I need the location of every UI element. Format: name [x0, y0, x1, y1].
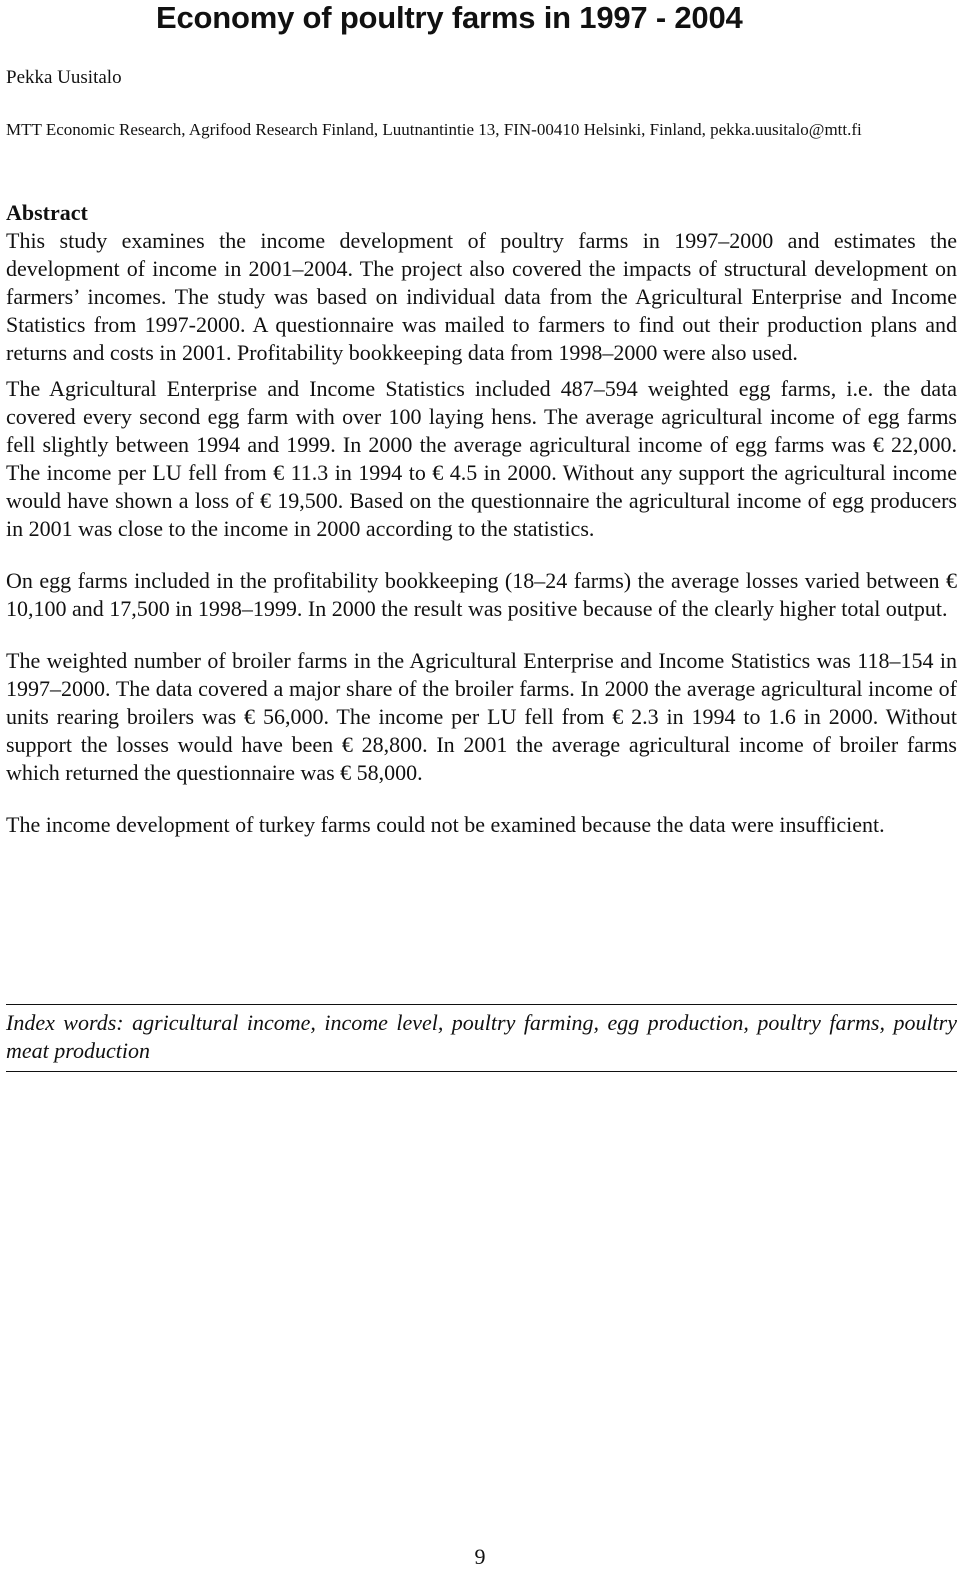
- paper-title: Economy of poultry farms in 1997 - 2004: [156, 0, 743, 35]
- author-name: Pekka Uusitalo: [6, 67, 122, 88]
- abstract-paragraph-5: The income development of turkey farms could not be examined because the data were insufficient.: [6, 812, 885, 837]
- abstract-heading: Abstract: [6, 200, 88, 225]
- abstract-section: [6, 199, 957, 839]
- abstract-paragraph-1: This study examines the income development of poultry farms in 1997–2000 and estimates the development of income in 2001–2004. The project also covered the impacts of structural development on farmers’ incomes. The study was based on individual data from the Agricultural Enterprise and Income Statistics from 1997-2000. A questionnaire was mailed to farmers to find out their production plans and returns and costs in 2001. Profitability bookkeeping data from 1998–2000 were also used.: [6, 228, 957, 365]
- index-words: Index words: agricultural income, income level, poultry farming, egg production, poultry farms, poultry meat production: [6, 1010, 957, 1063]
- abstract-paragraph-2: The Agricultural Enterprise and Income Statistics included 487–594 weighted egg farms, i.e. the data covered every second egg farm with over 100 laying hens. The average agricultural income of egg farms fell slightly between 1994 and 1999. In 2000 the average agricultural income of egg farms was € 22,000. The income per LU fell from € 11.3 in 1994 to € 4.5 in 2000. Without any support the agricultural income would have shown a loss of € 19,500. Based on the questionnaire the agricultural income of egg producers in 2001 was close to the income in 2000 according to the statistics.: [6, 376, 957, 541]
- abstract-paragraph-3: On egg farms included in the profitability bookkeeping (18–24 farms) the average losses varied between € 10,100 and 17,500 in 1998–1999. In 2000 the result was positive because of the clearly higher total output.: [6, 568, 957, 621]
- index-words-box: [6, 1004, 957, 1072]
- author-affiliation: MTT Economic Research, Agrifood Research Finland, Luutnantintie 13, FIN-00410 Helsinki, Finland, pekka.uusitalo@mtt.fi: [6, 120, 862, 139]
- page-number: 9: [474, 1544, 486, 1569]
- abstract-paragraph-4: The weighted number of broiler farms in the Agricultural Enterprise and Income Statistics was 118–154 in 1997–2000. The data covered a major share of the broiler farms. In 2000 the average agricultural income of units rearing broilers was € 56,000. The income per LU fell from € 2.3 in 1994 to 1.6 in 2000. Without support the losses would have been € 28,800. In 2001 the average agricultural income of broiler farms which returned the questionnaire was € 58,000.: [6, 648, 957, 785]
